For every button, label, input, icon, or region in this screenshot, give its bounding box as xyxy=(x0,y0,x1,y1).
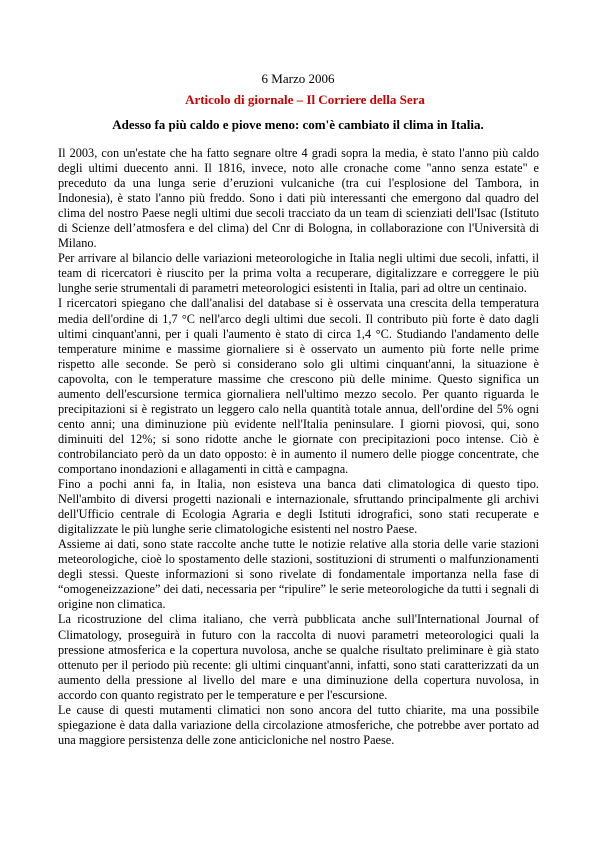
article-source: Articolo di giornale – Il Corriere della Sera xyxy=(185,92,425,107)
paragraph: Fino a pochi anni fa, in Italia, non esisteva una banca dati climatologica di questo tipo. Nell'ambito di diversi progetti nazionali e internazionale, sfruttando principalmente gli archivi dell'Ufficio centrale di Ecologia Agraria e degli Istituti idrografici, sono stati recuperate e digitalizzate le più lunghe serie climatologiche esistenti nel nostro Paese. xyxy=(58,477,539,537)
paragraph: Assieme ai dati, sono state raccolte anche tutte le notizie relative alla storia delle varie stazioni meteorologiche, cioè lo spostamento delle stazioni, sostituzioni di strumenti o malfunzionamenti degli stessi. Queste informazioni si sono rivelate di fondamentale importanza nella fase di “omogeneizzazione” dei dati, necessaria per “ripulire” le serie meteorologiche da tutti i segnali di origine non climatica. xyxy=(58,537,539,612)
article-headline: Adesso fa più caldo e piove meno: com'è cambiato il clima in Italia. xyxy=(112,117,484,132)
paragraph: Le cause di questi mutamenti climatici non sono ancora del tutto chiarite, ma una possibile spiegazione è data dalla variazione della circolazione atmosferiche, che potrebbe aver portato ad una maggiore persistenza delle zone anticicloniche nel nostro Paese. xyxy=(58,702,539,747)
article-date: 6 Marzo 2006 xyxy=(261,71,335,86)
paragraph: Il 2003, con un'estate che ha fatto segnare oltre 4 gradi sopra la media, è stato l'anno più caldo degli ultimi duecento anni. Il 1816, invece, noto alle cronache come "anno senza estate" e preceduto da una lunga serie d’eruzioni vulcaniche (tra cui l'esplosione del Tambora, in Indonesia), è stato l'anno più freddo. Sono i dati più interessanti che emergono dal quadro del clima del nostro Paese negli ultimi due secoli tracciato da un team di scienziati dell'Isac (Istituto di Scienze dell’atmosfera e del clima) del Cnr di Bologna, in collaborazione con l'Università di Milano. xyxy=(58,146,539,251)
paragraph: La ricostruzione del clima italiano, che verrà pubblicata anche sull'International Journal of Climatology, proseguirà in futuro con la raccolta di nuovi parametri meteorologici quali la pressione atmosferica e la copertura nuvolosa, anche se qualche risultato preliminare è già stato ottenuto per il periodo più recente: gli ultimi cinquant'anni, infatti, sono stati caratterizzati da un aumento della pressione al livello del mare e una diminuzione della copertura nuvolosa, in accordo con quanto registrato per le temperature e per l'escursione. xyxy=(58,612,539,702)
article-body xyxy=(58,146,539,748)
paragraph: I ricercatori spiegano che dall'analisi del database si è osservata una crescita della temperatura media dell'ordine di 1,7 °C nell'arco degli ultimi due secoli. Il contributo più forte è dato dagli ultimi cinquant'anni, per i quali l'aumento è stato di circa 1,4 °C. Studiando l'andamento delle temperature minime e massime giornaliere si è osservato un aumento più forte nelle prime rispetto alle seconde. Se però si considerano solo gli ultimi cinquant'anni, la situazione è capovolta, con le temperature massime che crescono più delle minime. Questo significa un aumento dell'escursione termica giornaliera nell'ultimo mezzo secolo. Per quanto riguarda le precipitazioni si è registrato un leggero calo nella quantità totale annua, dell'ordine del 5% ogni cento anni; una diminuzione più evidente nell'Italia peninsulare. I giorni piovosi, qui, sono diminuiti del 12%; si sono ridotte anche le giornate con precipitazioni poco intense. Ciò è controbilanciato però da un dato opposto: è in aumento il numero delle piogge concentrate, che comportano inondazioni e allagamenti in città e campagna. xyxy=(58,296,539,476)
paragraph: Per arrivare al bilancio delle variazioni meteorologiche in Italia negli ultimi due secoli, infatti, il team di ricercatori è riuscito per la prima volta a recuperare, digitalizzare e correggere le più lunghe serie strumentali di parametri meteorologici esistenti in Italia, pari ad oltre un centinaio. xyxy=(58,251,539,296)
